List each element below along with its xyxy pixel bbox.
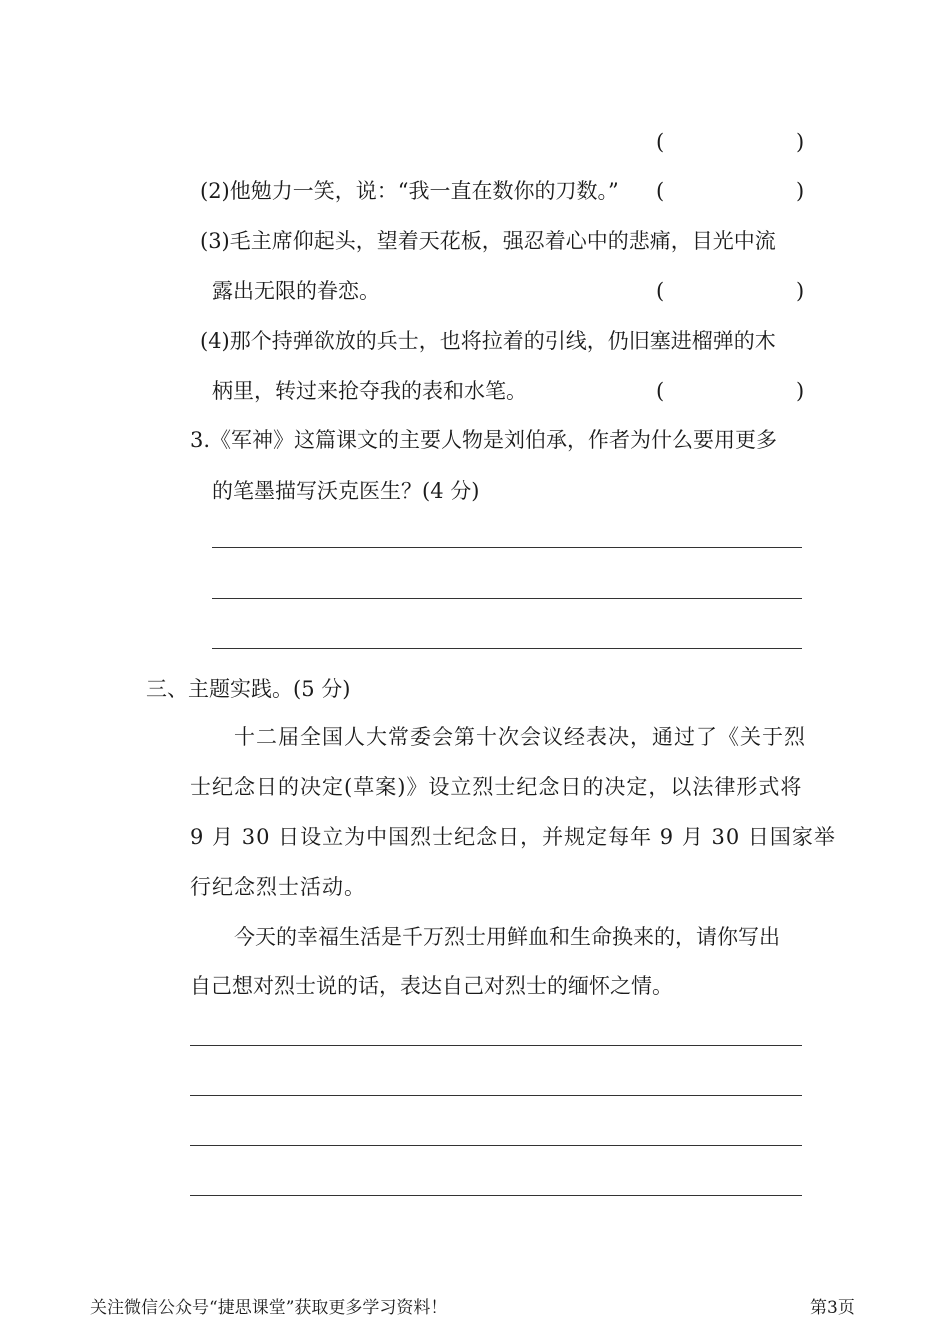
section3-para2-line1: 今天的幸福生活是千万烈士用鲜血和生命换来的，请你写出 xyxy=(234,925,780,949)
answer-paren-close-4: ) xyxy=(796,379,805,403)
section3-title: 三、主题实践。(5 分) xyxy=(146,677,351,701)
answer-paren-open-4: ( xyxy=(656,379,665,403)
q2-item3-line1: (3)毛主席仰起头，望着天花板，强忍着心中的悲痛，目光中流 xyxy=(200,229,776,253)
q3-answer-line-3[interactable] xyxy=(212,648,802,649)
q2-item3-line2: 露出无限的眷恋。 xyxy=(212,279,380,303)
q2-item4-line1: (4)那个持弹欲放的兵士，也将拉着的引线，仍旧塞进榴弹的木 xyxy=(200,329,776,353)
section3-answer-line-2[interactable] xyxy=(190,1095,802,1096)
section3-para1-line3: 9 月 30 日设立为中国烈士纪念日，并规定每年 9 月 30 日国家举 xyxy=(190,825,836,849)
answer-paren-close-1: ) xyxy=(796,130,805,154)
answer-paren-close-2: ) xyxy=(796,179,805,203)
q3-answer-line-2[interactable] xyxy=(212,598,802,599)
answer-paren-close-3: ) xyxy=(796,279,805,303)
section3-answer-line-1[interactable] xyxy=(190,1045,802,1046)
answer-paren-open-2: ( xyxy=(656,179,665,203)
section3-para1-line4: 行纪念烈士活动。 xyxy=(190,875,366,899)
section3-para2-line2: 自己想对烈士说的话，表达自己对烈士的缅怀之情。 xyxy=(190,974,673,998)
section3-para1-line1: 十二届全国人大常委会第十次会议经表决，通过了《关于烈 xyxy=(234,725,806,749)
answer-paren-open-1: ( xyxy=(656,130,665,154)
q3-line1: 3.《军神》这篇课文的主要人物是刘伯承，作者为什么要用更多 xyxy=(190,428,778,452)
section3-para1-line2: 士纪念日的决定(草案)》设立烈士纪念日的决定，以法律形式将 xyxy=(190,775,803,799)
section3-answer-line-4[interactable] xyxy=(190,1195,802,1196)
footer-promo: 关注微信公众号“捷思课堂”获取更多学习资料！ xyxy=(90,1298,448,1318)
q3-line2: 的笔墨描写沃克医生？(4 分) xyxy=(212,479,480,503)
q3-answer-line-1[interactable] xyxy=(212,547,802,548)
answer-paren-open-3: ( xyxy=(656,279,665,303)
section3-answer-line-3[interactable] xyxy=(190,1145,802,1146)
q2-item4-line2: 柄里，转过来抢夺我的表和水笔。 xyxy=(212,379,527,403)
page-number: 第3页 xyxy=(810,1298,855,1318)
q2-item2-text: (2)他勉力一笑，说：“我一直在数你的刀数。” xyxy=(200,179,619,203)
